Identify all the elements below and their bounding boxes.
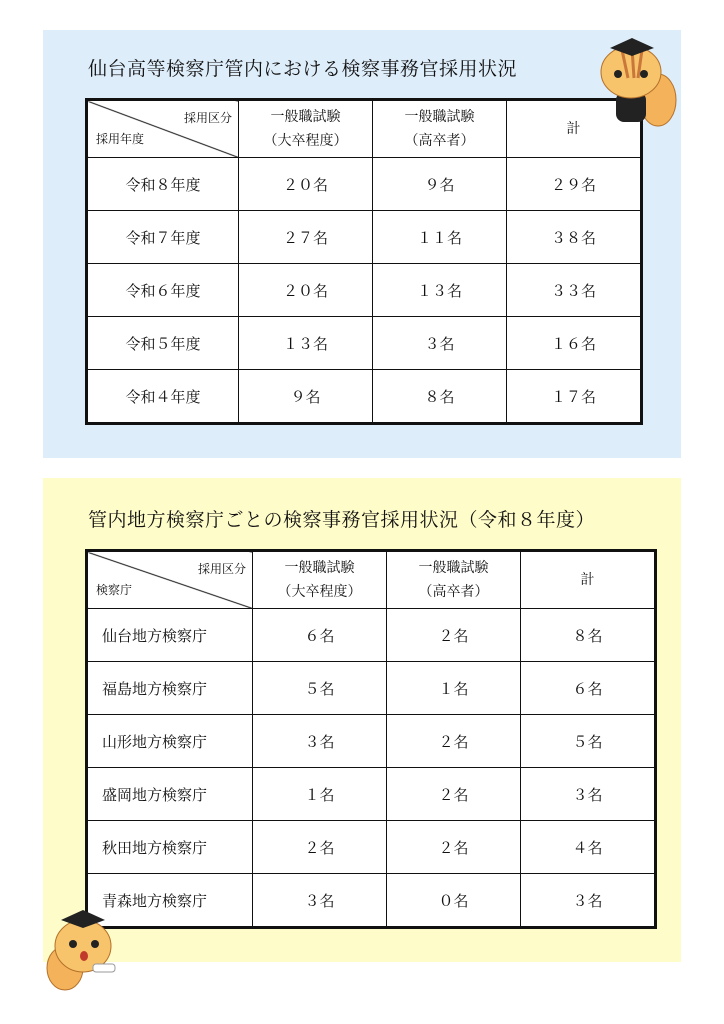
corner-top-label: 採用区分 [197, 562, 246, 576]
row-label: 福島地方検察庁 [87, 662, 253, 715]
row-label: 令和６年度 [87, 264, 239, 317]
table-header-row [87, 100, 642, 158]
header-line: （高卒者） [418, 584, 489, 600]
section-title: 仙台高等検察庁管内における検察事務官採用状況 [88, 58, 518, 80]
row-label: 山形地方検察庁 [87, 715, 253, 768]
squirrel-mascot-icon [588, 30, 678, 130]
table-row [87, 158, 642, 211]
row-label: 秋田地方検察庁 [87, 821, 253, 874]
row-label: 令和５年度 [87, 317, 239, 370]
univ-count: ２０名 [239, 264, 373, 317]
row-label: 令和７年度 [87, 211, 239, 264]
univ-count: ５名 [253, 662, 387, 715]
hs-count: １１名 [373, 211, 507, 264]
header-line: （大卒程度） [263, 133, 348, 149]
table-row [87, 768, 656, 821]
univ-count: ２７名 [239, 211, 373, 264]
corner-bottom-label: 検察庁 [96, 583, 133, 597]
hs-count: ０名 [387, 874, 521, 928]
header-total: 計 [507, 100, 642, 158]
row-label: 令和４年度 [87, 370, 239, 424]
univ-count: １３名 [239, 317, 373, 370]
table-row [87, 821, 656, 874]
header-hs [387, 551, 521, 609]
header-line: 一般職試験 [284, 560, 355, 576]
total-count: ３名 [521, 874, 656, 928]
table-row [87, 874, 656, 928]
total-count: ６名 [521, 662, 656, 715]
hs-count: ２名 [387, 715, 521, 768]
total-count: １７名 [507, 370, 642, 424]
univ-count: ９名 [239, 370, 373, 424]
header-hs [373, 100, 507, 158]
univ-count: ２０名 [239, 158, 373, 211]
table-row [87, 662, 656, 715]
hs-count: １３名 [373, 264, 507, 317]
row-label: 令和８年度 [87, 158, 239, 211]
header-line: 一般職試験 [270, 109, 341, 125]
header-total: 計 [521, 551, 656, 609]
row-label: 盛岡地方検察庁 [87, 768, 253, 821]
hs-count: ２名 [387, 609, 521, 662]
corner-top-label: 採用区分 [183, 111, 232, 125]
recruitment-by-office-table [85, 549, 657, 929]
total-count: ８名 [521, 609, 656, 662]
recruitment-by-year-panel [43, 30, 681, 458]
table-header-row [87, 551, 656, 609]
table-row [87, 264, 642, 317]
univ-count: ３名 [253, 874, 387, 928]
recruitment-by-year-table [85, 98, 643, 425]
header-univ [253, 551, 387, 609]
hs-count: ２名 [387, 821, 521, 874]
corner-header-cell [87, 100, 239, 158]
table-row [87, 370, 642, 424]
corner-bottom-label: 採用年度 [96, 132, 145, 146]
univ-count: ３名 [253, 715, 387, 768]
recruitment-by-office-panel [43, 478, 681, 962]
univ-count: ２名 [253, 821, 387, 874]
univ-count: ６名 [253, 609, 387, 662]
row-label: 青森地方検察庁 [87, 874, 253, 928]
table-row [87, 715, 656, 768]
total-count: ５名 [521, 715, 656, 768]
header-line: 一般職試験 [418, 560, 489, 576]
hs-count: ９名 [373, 158, 507, 211]
header-line: （高卒者） [404, 133, 475, 149]
hs-count: １名 [387, 662, 521, 715]
total-count: ２９名 [507, 158, 642, 211]
row-label: 仙台地方検察庁 [87, 609, 253, 662]
header-line: （大卒程度） [277, 584, 362, 600]
total-count: １６名 [507, 317, 642, 370]
total-count: ３名 [521, 768, 656, 821]
table-row [87, 317, 642, 370]
univ-count: １名 [253, 768, 387, 821]
header-line: 一般職試験 [404, 109, 475, 125]
total-count: ４名 [521, 821, 656, 874]
total-count: ３３名 [507, 264, 642, 317]
hs-count: ２名 [387, 768, 521, 821]
header-univ [239, 100, 373, 158]
hs-count: ８名 [373, 370, 507, 424]
table-row [87, 211, 642, 264]
table-row [87, 609, 656, 662]
squirrel-mascot-icon [43, 898, 123, 993]
corner-header-cell [87, 551, 253, 609]
section-title: 管内地方検察庁ごとの検察事務官採用状況（令和８年度） [88, 509, 596, 531]
total-count: ３８名 [507, 211, 642, 264]
hs-count: ３名 [373, 317, 507, 370]
